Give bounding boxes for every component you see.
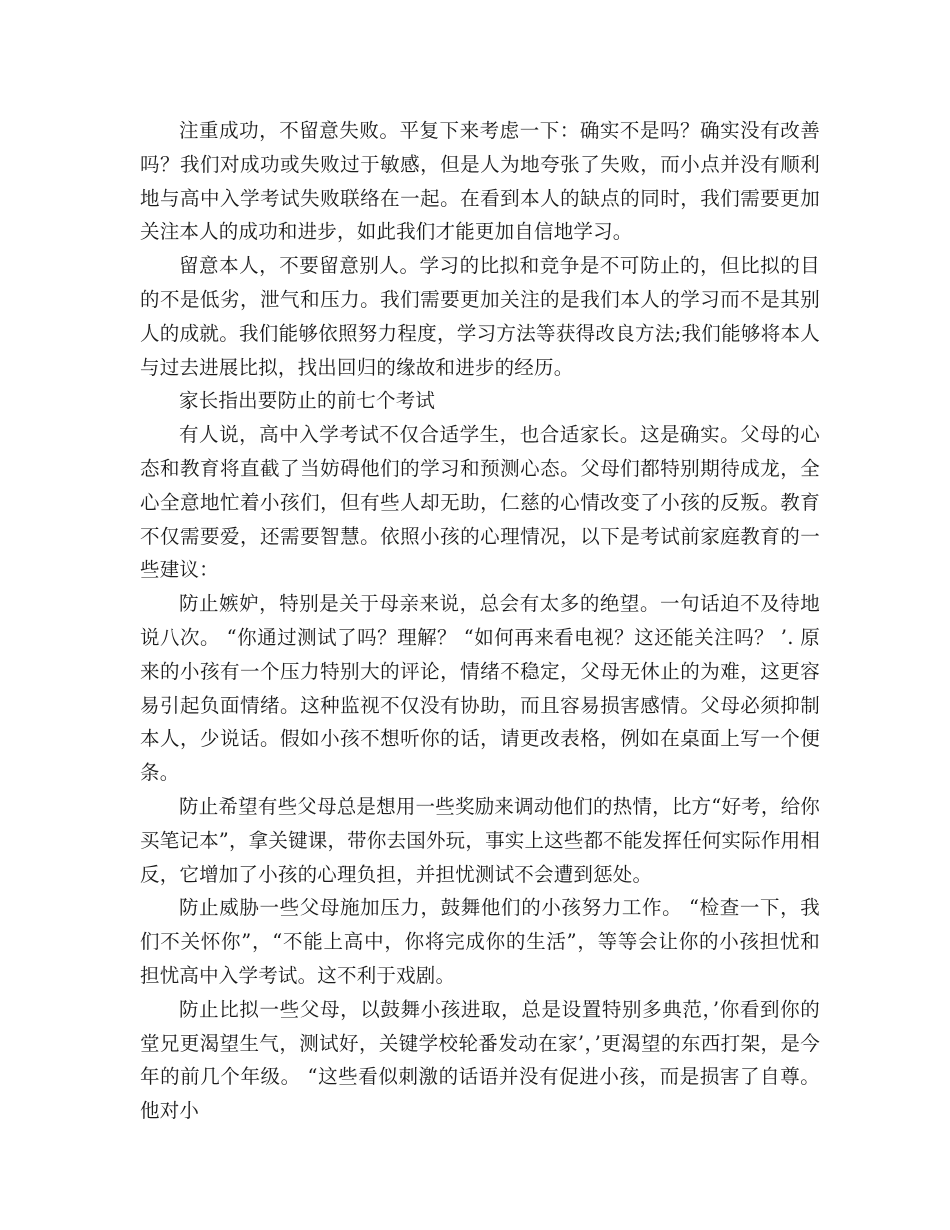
section-heading-parents: 家长指出要防止的前七个考试: [179, 389, 436, 413]
paragraph-parents-intro: 有人说，高中入学考试不仅合适学生，也合适家长。这是确实。父母的心态和教育将直截了当妨碍他们的学习和预测心态。父母们都特别期待成龙，全心全意地忙着小孩们，但有些人却无助，仁慈的心情改变了小孩的反叛。教育不仅需要爱，还需要智慧。依照小孩的心理情况，以下是考试前家庭教育的一些建议：: [140, 423, 820, 582]
paragraph-avoid-comparison: 防止比拟一些父母，以鼓舞小孩进取，总是设置特别多典范，’你看到你的堂兄更渴望生气，测试好，关键学校轮番发动在家’，’更渴望的东西打架，是今年的前几个年级。 “这些看似刺激的话语并没有促进小孩，而是损害了自尊。他对小: [140, 997, 820, 1123]
paragraph-focus-on-success: 注重成功，不留意失败。平复下来考虑一下：确实不是吗？确实没有改善吗？我们对成功或失败过于敏感，但是人为地夸张了失败，而小点并没有顺利地与高中入学考试失败联络在一起。在看到本人的缺点的同时，我们需要更加关注本人的成功和进步，如此我们才能更加自信地学习。: [140, 119, 820, 244]
paragraph-focus-on-self: 留意本人，不要留意别人。学习的比拟和竞争是不可防止的，但比拟的目的不是低劣，泄气和压力。我们需要更加关注的是我们本人的学习而不是其别人的成就。我们能够依照努力程度，学习方法等获得改良方法;我们能够将本人与过去进展比拟，找出回归的缘故和进步的经历。: [140, 254, 820, 379]
paragraph-avoid-threats: 防止威胁一些父母施加压力，鼓舞他们的小孩努力工作。 “检查一下，我们不关怀你”，“不能上高中，你将完成你的生活”，等等会让你的小孩担忧和担忧高中入学考试。这不利于戏剧。: [140, 896, 820, 987]
paragraph-avoid-nagging: 防止嫉妒，特别是关于母亲来说，总会有太多的绝望。一句话迫不及待地说八次。 “你通过测试了吗？理解？ “如何再来看电视？这还能关注吗？ ’. 原来的小孩有一个压力特别大的评论，情绪不稳定，父母无休止的为难，这更容易引起负面情绪。这种监视不仅没有协助，而且容易损害感情。父母必须抑制本人，少说话。假如小孩不想听你的话，请更改表格，例如在桌面上写一个便条。: [140, 592, 820, 785]
document-body: [140, 114, 820, 1128]
paragraph-avoid-rewards: 防止希望有些父母总是想用一些奖励来调动他们的热情，比方“好考，给你买笔记本”，拿关键课，带你去国外玩，事实上这些都不能发挥任何实际作用相反，它增加了小孩的心理负担，并担忧测试不会遭到惩处。: [140, 794, 820, 886]
